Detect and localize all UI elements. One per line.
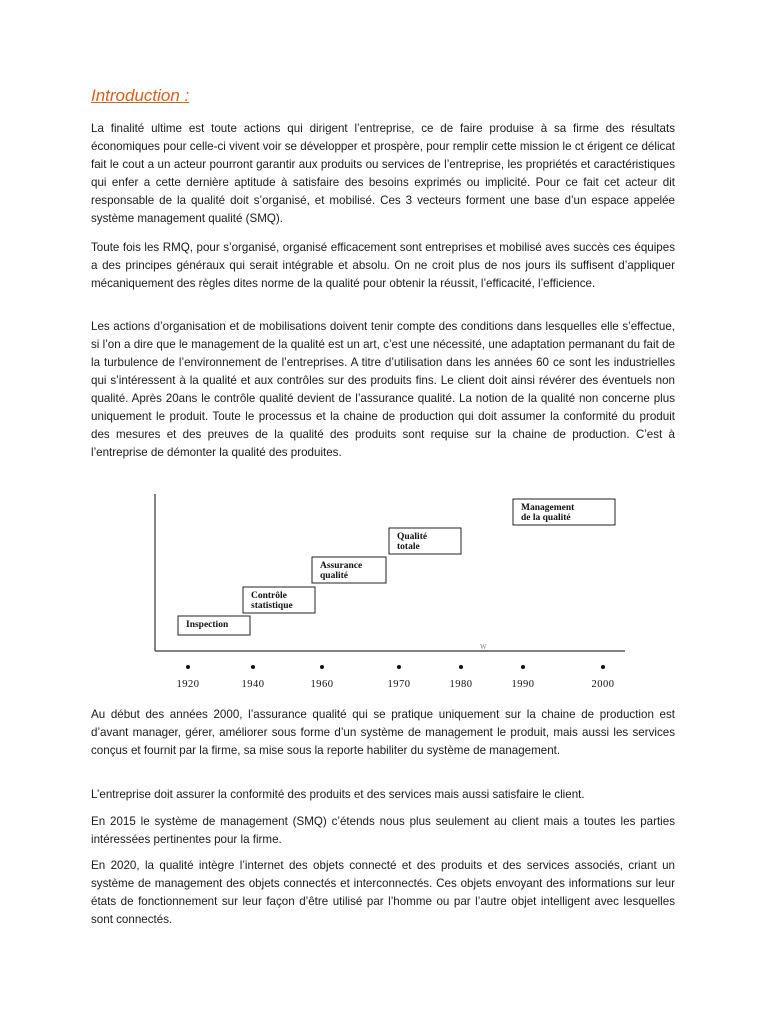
tick-dot-1960 — [320, 665, 324, 669]
x-tick-label-1920: 1920 — [176, 679, 200, 688]
tick-dot-1980 — [459, 665, 463, 669]
stage-label-3-1: Assurance — [320, 561, 363, 571]
paragraph-1: La finalité ultime est toute actions qui dirigent l’entreprise, ce de faire produise à sa firme des résultats économiques pour celle-ci vivent voir se développer et prospère, pour remplir cette mission le ct érigent ce délicat fait le cout a un acteur pourront garantir aux produits ou services de l’entreprise, les propriétés et caractéristiques qui enfer a cette dernière aptitude à satisfaire des besoins exprimés ou implicité. Pour ce fait cet acteur dit responsable de la qualité doit s’organisé, et mobilisé. Ces 3 vecteurs forment une base d’un espace appelée système management qualité (SMQ). — [91, 122, 675, 225]
page-title: Introduction : — [91, 86, 190, 105]
paragraph-4: Au début des années 2000, l’assurance qualité qui se pratique uniquement sur la chaine de production est d’avant manager, gérer, améliorer sous forme d’un système de management le produit, mais aussi les services conçus et fournit par la firme, sa mise sous la reporte habiliter du système de management. — [91, 708, 675, 757]
x-tick-label-1940: 1940 — [241, 679, 265, 688]
tick-dot-2000 — [601, 665, 605, 669]
paragraph-6: En 2015 le système de management (SMQ) c’étends nous plus seulement au client mais a toutes les parties intéressées pertinentes pour la firme. — [91, 815, 675, 846]
x-tick-label-1970: 1970 — [387, 679, 411, 688]
stage-label-5-2: de la qualité — [521, 513, 571, 523]
quality-evolution-chart — [150, 488, 630, 688]
tick-dot-1990 — [521, 665, 525, 669]
x-tick-label-2000: 2000 — [591, 679, 615, 688]
x-tick-label-1990: 1990 — [511, 679, 535, 688]
stage-label-4-1: Qualité — [397, 532, 428, 542]
x-tick-label-1980: 1980 — [449, 679, 473, 688]
paragraph-2: Toute fois les RMQ, pour s’organisé, organisé efficacement sont entreprises et mobilisé aves succès ces équipes a des principes généraux qui serait intégrable et absolu. On ne croit plus de nos jours ils suffisent d’appliquer mécaniquement des règles dites norme de la qualité pour obtenir la réussit, l’efficacité, l’efficience. — [91, 241, 675, 290]
tick-dot-1940 — [251, 665, 255, 669]
tick-dot-1920 — [186, 665, 190, 669]
x-tick-label-1960: 1960 — [310, 679, 334, 688]
watermark-text: W — [480, 643, 487, 651]
stage-label-2-2: statistique — [251, 601, 293, 611]
stage-label-3-2: qualité — [320, 571, 348, 581]
tick-dot-1970 — [397, 665, 401, 669]
stage-label-2-1: Contrôle — [251, 591, 287, 601]
paragraph-3: Les actions d’organisation et de mobilisations doivent tenir compte des conditions dans lesquelles elle s’effectue, si l’on a dire que le management de la qualité est un art, c’est une nécessité, une adaptation permanant du fait de la turbulence de l’environnement de l’entreprises. A titre d’utilisation dans les années 60 ce sont les industrielles qui s’intéressent à la qualité et aux contrôles sur des produits fins. Le client doit ainsi révérer des éventuels non qualité. Après 20ans le contrôle qualité devient de l’assurance qualité. La notion de la qualité non concerne plus uniquement le produit. Toute le processus et la chaine de production qui doit assumer la conformité du produit des mesures et des preuves de la qualité des produits sont requise sur la chaine de production. C’est à l’entreprise de démonter la qualité des produites. — [91, 320, 675, 459]
stage-label-5-1: Management — [521, 503, 575, 513]
paragraph-7: En 2020, la qualité intègre l’internet des objets connecté et des produits et des services associés, criant un système de management des objets connectés et interconnectés. Ces objets envoyant des informations sur leur états de fonctionnement sur leur façon d’être utilisé par l’homme ou par l’autre objet intelligent avec lesquelles sont connectés. — [91, 859, 675, 926]
chart-svg — [150, 488, 630, 688]
stage-label-4-2: totale — [397, 542, 420, 552]
stage-label-1-1: Inspection — [186, 620, 229, 630]
paragraph-5: L’entreprise doit assurer la conformité des produits et des services mais aussi satisfaire le client. — [91, 788, 585, 801]
